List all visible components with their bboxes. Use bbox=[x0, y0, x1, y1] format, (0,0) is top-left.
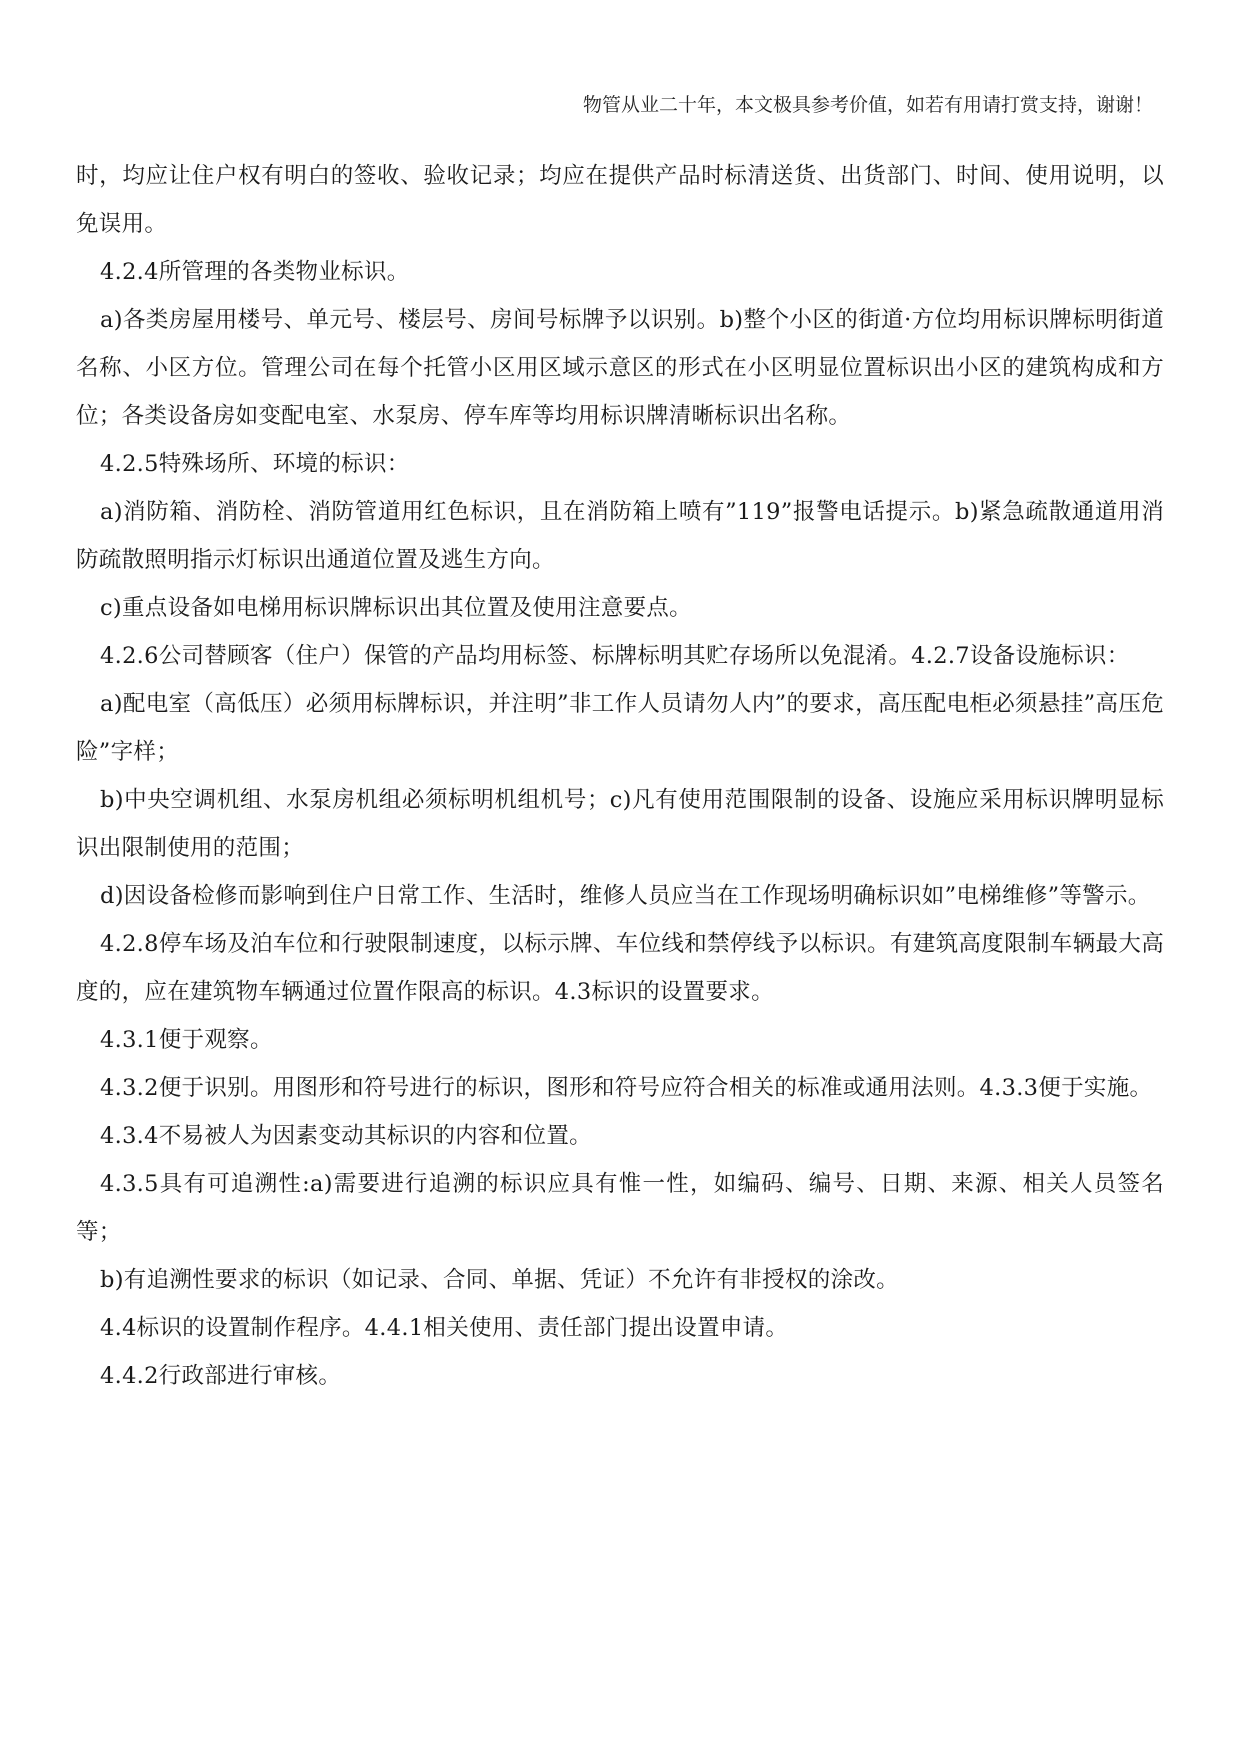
document-body bbox=[76, 152, 1164, 1400]
paragraph-elevator-identification: c)重点设备如电梯用标识牌标识出其位置及使用注意要点。 bbox=[100, 595, 692, 621]
paragraph-4-4-and-4-4-1: 4.4标识的设置制作程序。4.4.1相关使用、责任部门提出设置申请。 bbox=[100, 1315, 789, 1341]
header-note: 物管从业二十年，本文极具参考价值，如若有用请打赏支持，谢谢！ bbox=[582, 94, 1153, 116]
paragraph-4-3-4: 4.3.4不易被人为因素变动其标识的内容和位置。 bbox=[100, 1123, 592, 1149]
paragraph-4-2-5-heading: 4.2.5特殊场所、环境的标识： bbox=[100, 451, 410, 477]
paragraph-4-3-1: 4.3.1便于观察。 bbox=[100, 1027, 273, 1053]
paragraph-4-3-2-and-4-3-3: 4.3.2便于识别。用图形和符号进行的标识，图形和符号应符合相关的标准或通用法则。4.3.3便于实施。 bbox=[100, 1075, 1153, 1101]
paragraph-4-2-6-and-4-2-7: 4.2.6公司替顾客（住户）保管的产品均用标签、标牌标明其贮存场所以免混淆。4.2.7设备设施标识： bbox=[100, 643, 1130, 669]
paragraph-traceability-records: b)有追溯性要求的标识（如记录、合同、单据、凭证）不允许有非授权的涂改。 bbox=[100, 1267, 899, 1293]
paragraph-fire-identification: a)消防箱、消防栓、消防管道用红色标识，且在消防箱上喷有”119”报警电话提示。b)紧急疏散通道用消防疏散照明指示灯标识出通道位置及逃生方向。 bbox=[76, 499, 1164, 573]
paragraph-4-4-2: 4.4.2行政部进行审核。 bbox=[100, 1363, 342, 1389]
paragraph-building-identification: a)各类房屋用楼号、单元号、楼层号、房间号标牌予以识别。b)整个小区的街道·方位均用标识牌标明街道名称、小区方位。管理公司在每个托管小区用区域示意区的形式在小区明显位置标识出小区的建筑构成和方位；各类设备房如变配电室、水泵房、停车库等均用标识牌清晰标识出名称。 bbox=[76, 307, 1164, 429]
paragraph-power-room: a)配电室（高低压）必须用标牌标识，并注明”非工作人员请勿人内”的要求，高压配电柜必须悬挂”高压危险”字样； bbox=[76, 691, 1164, 765]
paragraph-maintenance-warning: d)因设备检修而影响到住户日常工作、生活时，维修人员应当在工作现场明确标识如”电梯维修”等警示。 bbox=[100, 883, 1151, 909]
paragraph-hvac-units: b)中央空调机组、水泵房机组必须标明机组机号；c)凡有使用范围限制的设备、设施应采用标识牌明显标识出限制使用的范围； bbox=[76, 787, 1164, 861]
paragraph-4-3-5: 4.3.5具有可追溯性:a)需要进行追溯的标识应具有惟一性，如编码、编号、日期、来源、相关人员签名等； bbox=[76, 1171, 1164, 1245]
paragraph-4-2-4-heading: 4.2.4所管理的各类物业标识。 bbox=[100, 259, 410, 285]
paragraph-continuation: 时，均应让住户权有明白的签收、验收记录；均应在提供产品时标清送货、出货部门、时间、使用说明，以免误用。 bbox=[76, 163, 1164, 237]
paragraph-4-2-8-parking: 4.2.8停车场及泊车位和行驶限制速度，以标示牌、车位线和禁停线予以标识。有建筑高度限制车辆最大高度的，应在建筑物车辆通过位置作限高的标识。4.3标识的设置要求。 bbox=[76, 931, 1164, 1005]
